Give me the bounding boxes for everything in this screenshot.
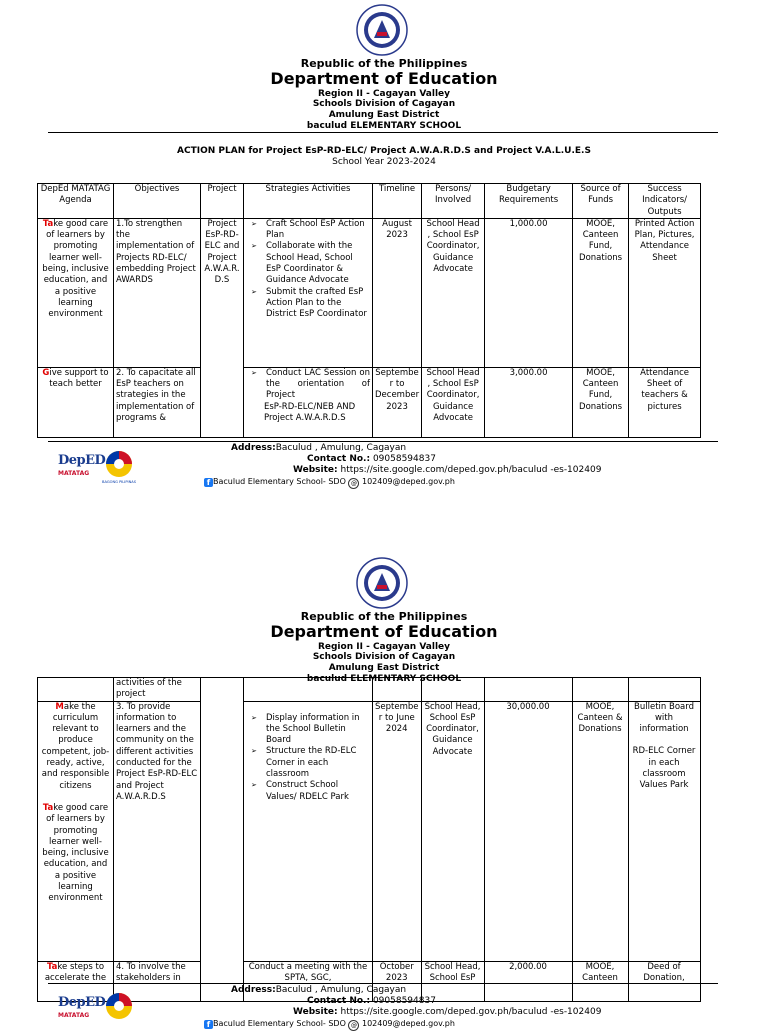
department-title: Department of Education	[270, 622, 498, 641]
header-timeline: Timeline	[373, 184, 422, 219]
division-label: Schools Division of Cagayan	[312, 99, 456, 109]
agenda-cell: Give support to teach better	[38, 367, 114, 437]
bagong-pilipinas-logo-icon	[102, 449, 136, 485]
persons-cell: School Head, School EsP	[421, 961, 484, 1001]
website-line: Website: https://site.google.com/deped.gov.ph/baculud -es-102409	[293, 1007, 602, 1017]
header-strategies: Strategies Activities	[244, 184, 373, 219]
strategy-item: ➢ Submit the crafted EsP Action Plan to the District EsP Coordinator	[266, 287, 370, 321]
strategy-item: ➢ Craft School EsP Action Plan	[266, 219, 370, 242]
funds-cell: MOOE, Canteen Fund, Donations	[573, 367, 629, 437]
deped-logo: DepED MATATAG	[58, 453, 106, 477]
indicators-cell: Attendance Sheet of teachers & pictures	[629, 367, 701, 437]
department-title: Department of Education	[270, 69, 498, 88]
persons-cell: School Head , School EsP Coordinator, Guidance Advocate	[422, 218, 485, 367]
agenda-cell: Make the curriculum relevant to produce competent, job-ready, active, and responsible citizens Take good care of learners by promoting learner well-being, inclusive education, and a positive learning environment	[38, 701, 114, 961]
website-line: Website: https://site.google.com/deped.gov.ph/baculud -es-102409	[293, 465, 602, 475]
header-persons: Persons/ Involved	[422, 184, 485, 219]
objective-cell: 2. To capacitate all EsP teachers on strategies in the implementation of programs &	[114, 367, 201, 437]
bagong-pilipinas-logo-icon	[102, 991, 136, 1027]
funds-cell: MOOE, Canteen & Donations	[572, 701, 628, 961]
timeline-cell: Septembe r to December 2023	[373, 367, 422, 437]
address-line: Address:Baculud , Amulung, Cagayan	[231, 985, 407, 995]
document-page-2	[0, 553, 768, 1029]
indicators-cell: Deed of Donation,	[628, 961, 700, 1001]
indicators-cell: Bulletin Board with information RD-ELC Corner in each classroom Values Park	[628, 701, 700, 961]
region-label: Region II - Cagayan Valley	[317, 89, 451, 99]
school-label: baculud ELEMENTARY SCHOOL	[306, 121, 462, 131]
school-year-label: School Year 2023-2024	[332, 157, 436, 167]
strategies-cell	[244, 367, 373, 437]
table-row	[38, 367, 701, 437]
indicators-cell: Printed Action Plan, Pictures, Attendance Sheet	[629, 218, 701, 367]
objective-cell: 3. To provide information to learners and the community on the different activities conducted for the Project EsP-RD-ELC and Project A.W.A.R.D.S	[114, 701, 201, 961]
header-indicators: Success Indicators/ Outputs	[629, 184, 701, 219]
district-label: Amulung East District	[328, 110, 440, 120]
action-plan-table-continued	[37, 677, 701, 1002]
email-icon: @	[348, 1020, 359, 1031]
table-row	[38, 701, 701, 961]
header-objectives: Objectives	[114, 184, 201, 219]
social-line: f Baculud Elementary School- SDO @ 102409@deped.gov.ph	[204, 1019, 455, 1031]
deped-seal-icon	[356, 557, 408, 609]
funds-cell: MOOE, Canteen Fund, Donations	[573, 218, 629, 367]
address-line: Address:Baculud , Amulung, Cagayan	[231, 443, 407, 453]
funds-cell: MOOE, Canteen	[572, 961, 628, 1001]
timeline-cell: October 2023	[373, 961, 422, 1001]
region-label: Region II - Cagayan Valley	[317, 642, 451, 652]
table-row	[38, 678, 701, 702]
footer-divider	[48, 983, 718, 984]
district-label: Amulung East District	[328, 663, 440, 673]
division-label: Schools Division of Cagayan	[312, 652, 456, 662]
svg-text:BAGONG PILIPINAS: BAGONG PILIPINAS	[101, 480, 137, 484]
facebook-icon: f	[204, 1020, 213, 1029]
strategies-cell	[244, 701, 373, 961]
footer-divider	[48, 441, 718, 442]
budget-cell: 3,000.00	[485, 367, 573, 437]
agenda-cell: Take good care of learners by promoting learner well-being, inclusive education, and a positive learning environment	[38, 218, 114, 367]
timeline-cell: Septembe r to June 2024	[373, 701, 422, 961]
header-project: Project	[201, 184, 244, 219]
strategies-cell: Conduct a meeting with the SPTA, SGC,	[244, 961, 373, 1001]
deped-logo: DepED MATATAG	[58, 995, 106, 1019]
strategy-item: ➢ Conduct LAC Session on the orientation of Project	[266, 368, 370, 402]
republic-label: Republic of the Philippines	[300, 610, 468, 623]
strategy-item: ➢ Structure the RD-ELC Corner in each classroom	[266, 746, 370, 780]
action-plan-title: ACTION PLAN for Project EsP-RD-ELC/ Project A.W.A.R.D.S and Project V.A.L.U.E.S	[177, 146, 591, 156]
timeline-cell: August 2023	[373, 218, 422, 367]
email-icon: @	[348, 478, 359, 489]
strategy-tail: EsP-RD-ELC/NEB AND Project A.W.A.R.D.S	[264, 401, 356, 424]
strategies-cell	[244, 218, 373, 367]
budget-cell: 30,000.00	[484, 701, 572, 961]
header-funds: Source of Funds	[573, 184, 629, 219]
strategy-item: ➢ Construct School Values/ RDELC Park	[266, 780, 370, 803]
table-row	[38, 218, 701, 367]
persons-cell: School Head, School EsP Coordinator, Guidance Advocate	[421, 701, 484, 961]
school-label: baculud ELEMENTARY SCHOOL	[306, 674, 462, 684]
strategy-item: ➢ Collaborate with the School Head, School EsP Coordinator & Guidance Advocate	[266, 241, 370, 286]
persons-cell: School Head , School EsP Coordinator, Guidance Advocate	[422, 367, 485, 437]
budget-cell: 1,000.00	[485, 218, 573, 367]
table-header-row	[38, 184, 701, 219]
deped-seal-icon	[356, 4, 408, 56]
agenda-cell: Take steps to accelerate the	[38, 961, 114, 1001]
objective-cell: activities of the project	[114, 678, 201, 702]
republic-label: Republic of the Philippines	[300, 57, 468, 70]
header-budget: Budgetary Requirements	[485, 184, 573, 219]
contact-line: Contact No.: 09058594837	[307, 996, 436, 1006]
project-cell	[201, 678, 244, 1002]
objective-cell: 1.To strengthen the implementation of Projects RD-ELC/ embedding Project AWARDS	[114, 218, 201, 367]
facebook-icon: f	[204, 478, 213, 487]
header-divider	[48, 132, 718, 133]
budget-cell: 2,000.00	[484, 961, 572, 1001]
project-cell: Project EsP-RD-ELC and Project A.W.A.R. D.S	[201, 218, 244, 437]
action-plan-table	[37, 183, 701, 438]
header-agenda: DepEd MATATAG Agenda	[38, 184, 114, 219]
social-line: f Baculud Elementary School- SDO @ 102409@deped.gov.ph	[204, 477, 455, 489]
objective-cell: 4. To involve the stakeholders in	[114, 961, 201, 1001]
strategy-item: ➢ Display information in the School Bulletin Board	[266, 713, 370, 747]
contact-line: Contact No.: 09058594837	[307, 454, 436, 464]
